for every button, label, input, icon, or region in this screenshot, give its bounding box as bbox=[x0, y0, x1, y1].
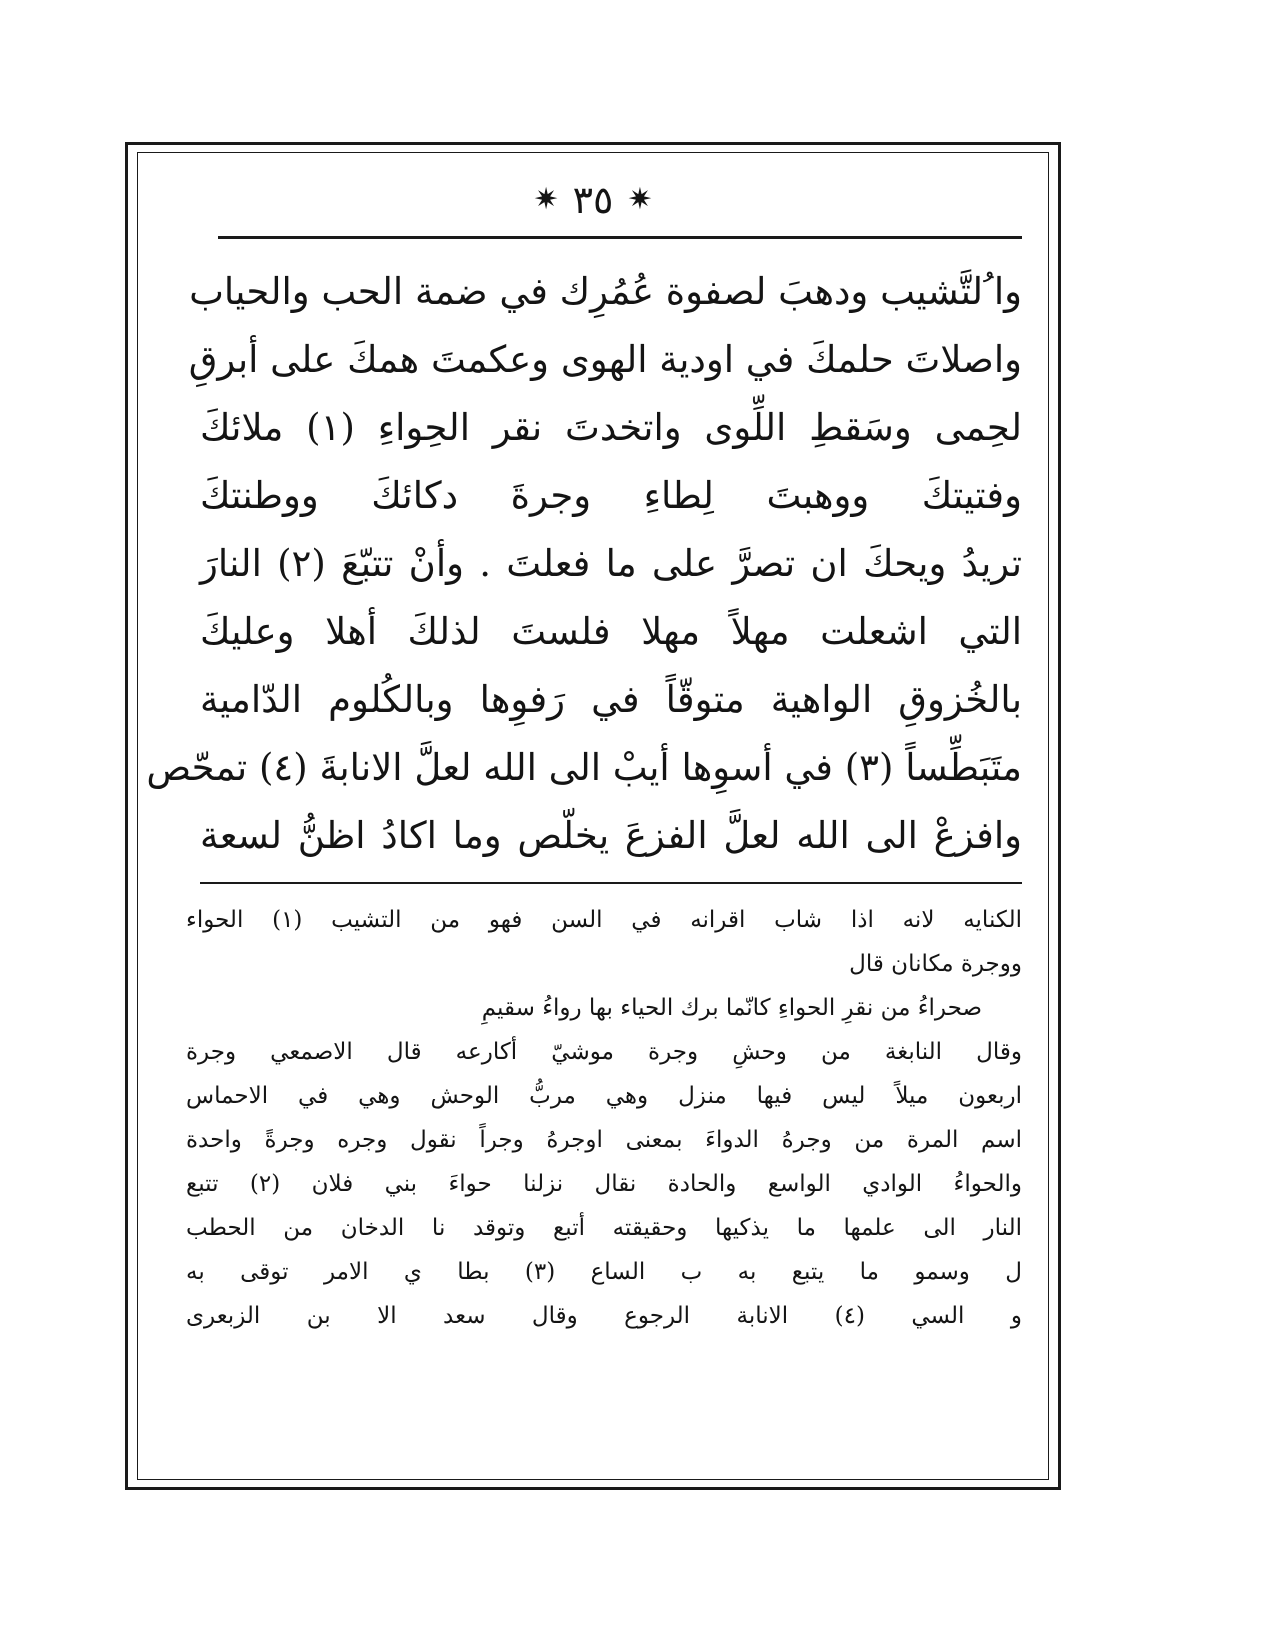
footnote-line: ل وسمو ما يتبع به ب الساع (٣) بطا ي الامر توقى به bbox=[186, 1259, 1022, 1285]
footnote-line: والحواءُ الوادي الواسع والحادة نقال نزلنا حواءَ بني فلان (٢) تتبع bbox=[186, 1171, 1022, 1197]
ornament-right-icon: ✷ bbox=[627, 182, 653, 217]
footnote-line: اسم المرة من وجرهُ الدواءَ بمعنى اوجرهُ وجراً نقول وجره وجرةً واحدة bbox=[186, 1127, 1022, 1153]
footnote-line: ووجرة مكانان قال bbox=[849, 951, 1022, 977]
main-text-line: تريدُ ويحكَ ان تصرَّ على ما فعلتَ . وأنْ تتبّعَ (٢) النارَ bbox=[200, 542, 1022, 585]
footnote-verse-line: صحراءُ من نقرِ الحواءِ كانّما برك الحياء بها رواءُ سقيمِ bbox=[481, 995, 982, 1021]
footnote-line: اربعون ميلاً ليس فيها منزل وهي مربُّ الوحش وهي في الاحماس bbox=[186, 1083, 1022, 1109]
main-text-line: التي اشعلت مهلاً مهلا فلستَ لذلكَ أهلا وعليكَ bbox=[200, 610, 1022, 653]
main-text-line: وفتيتكَ ووهبتَ لِطاءِ وجرةَ دكائكَ ووطنتكَ bbox=[200, 474, 1022, 517]
footnote-line: وقال النابغة من وحشِ وجرة موشيّ أكارعه قال الاصمعي وجرة bbox=[186, 1039, 1022, 1065]
footnote-line: الكنايه لانه اذا شاب اقرانه في السن فهو من التشيب (١) الحواء bbox=[186, 907, 1022, 933]
header-rule bbox=[218, 236, 1022, 239]
page-number: ٣٥ bbox=[572, 178, 614, 222]
footnote-line: النار الى علمها ما يذكيها وحقيقته أتبع وتوقد نا الدخان من الحطب bbox=[186, 1215, 1022, 1241]
footnote-line: و السي (٤) الانابة الرجوع وقال سعد الا بن الزبعرى bbox=[186, 1303, 1022, 1329]
page-header bbox=[137, 172, 1049, 228]
main-text-line: وافزعْ الى الله لعلَّ الفزعَ يخلّص وما اكادُ اظنُّ لسعة bbox=[200, 814, 1022, 857]
main-text-line: واصلاتَ حلمكَ في اودية الهوى وعكمتَ همكَ على أبرقِ bbox=[188, 338, 1022, 381]
ornament-left-icon: ✷ bbox=[533, 182, 559, 217]
footnotes bbox=[186, 898, 1022, 1338]
main-text-line: متَبَطِّساً (٣) في أسوِها أيبْ الى الله لعلَّ الانابةَ (٤) تمحّص bbox=[146, 746, 1022, 789]
main-text-line: لحِمى وسَقطِ اللِّوى واتخدتَ نقر الحِواءِ (١) ملائكَ bbox=[200, 406, 1022, 449]
main-text bbox=[146, 258, 1022, 870]
main-text-line: وا ُلتَّشيب ودهبَ لصفوة عُمُرِك في ضمة الحب والحياب bbox=[189, 270, 1022, 313]
footnote-separator bbox=[200, 882, 1022, 884]
main-text-line: بالخُزوقِ الواهية متوقّاً في رَفوِها وبالكُلوم الدّامية bbox=[200, 678, 1022, 721]
